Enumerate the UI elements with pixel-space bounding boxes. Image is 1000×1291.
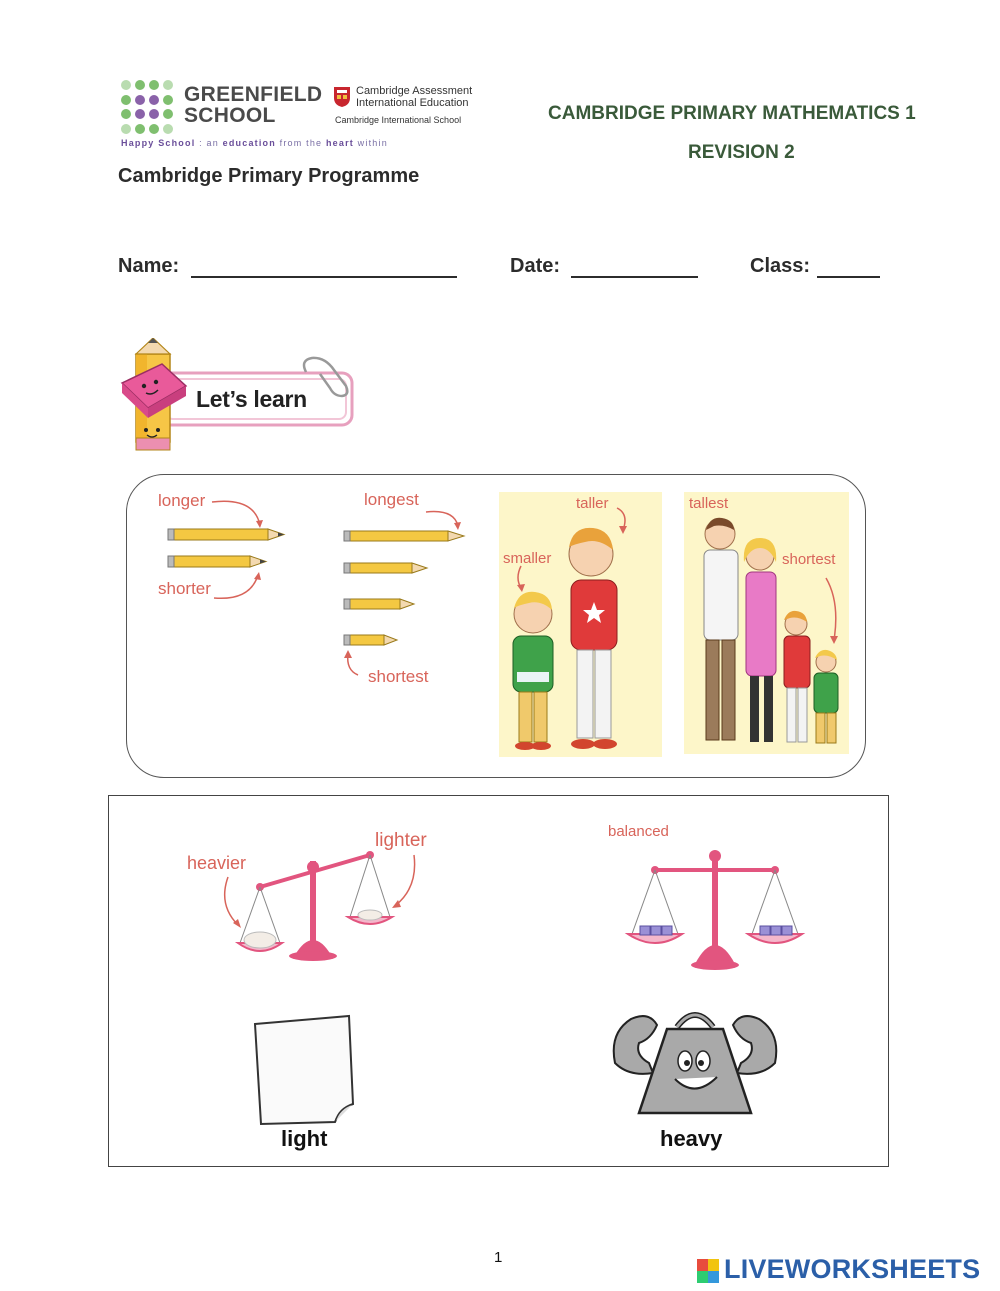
heavier-label: heavier	[187, 853, 247, 873]
two-children-illustration	[499, 492, 662, 757]
shortest-pencil-icon	[344, 635, 397, 645]
paper-sheet-icon	[245, 1012, 365, 1127]
shortest-pencil-label: shortest	[368, 667, 429, 686]
course-title: CAMBRIDGE PRIMARY MATHEMATICS 1	[548, 103, 916, 124]
shorter-pencil-icon	[168, 556, 266, 567]
short-pencil-icon	[344, 599, 414, 609]
name-field[interactable]	[191, 276, 457, 278]
tallest-label: tallest	[689, 495, 729, 512]
smaller-label: smaller	[503, 550, 552, 567]
lets-learn-label: Let’s learn	[196, 386, 307, 412]
four-pencils-illustration	[330, 510, 480, 680]
date-label: Date:	[510, 255, 561, 277]
programme-title: Cambridge Primary Programme	[118, 165, 420, 187]
shortest-family-label: shortest	[782, 551, 836, 568]
light-label: light	[281, 1126, 328, 1151]
balanced-label: balanced	[608, 823, 669, 840]
date-field[interactable]	[571, 276, 698, 278]
lighter-label: lighter	[375, 830, 427, 851]
cambridge-school-text: Cambridge International School	[335, 115, 462, 125]
school-tagline: Happy School : an education from the heart within	[121, 138, 388, 148]
shorter-label: shorter	[158, 579, 211, 598]
heavy-label: heavy	[660, 1126, 723, 1151]
mother-icon	[744, 538, 776, 742]
cambridge-assessment-text: Cambridge Assessment International Education	[356, 85, 473, 109]
smaller-child-icon	[513, 592, 553, 750]
name-label: Name:	[118, 255, 180, 277]
revision-title: REVISION 2	[688, 142, 795, 163]
class-field[interactable]	[817, 276, 880, 278]
cambridge-shield-icon	[333, 86, 351, 108]
family-illustration	[684, 492, 849, 754]
strong-weight-icon	[605, 1003, 785, 1123]
longer-pencil-icon	[168, 529, 284, 540]
longest-label: longest	[364, 490, 419, 509]
liveworksheets-logo-icon	[697, 1259, 719, 1283]
page-number: 1	[494, 1249, 503, 1266]
taller-child-icon	[569, 528, 617, 749]
balanced-scale-icon	[610, 840, 820, 975]
older-child-icon	[784, 611, 810, 742]
class-label: Class:	[750, 255, 811, 277]
taller-label: taller	[576, 495, 609, 512]
longer-label: longer	[158, 491, 206, 510]
father-icon	[704, 518, 738, 740]
school-logo-mark	[121, 80, 175, 134]
younger-child-icon	[814, 650, 838, 743]
medium-pencil-icon	[344, 563, 427, 573]
liveworksheets-brand[interactable]: LIVEWORKSHEETS	[724, 1254, 981, 1284]
school-name: GREENFIELD SCHOOL	[184, 83, 323, 127]
longest-pencil-icon	[344, 531, 464, 541]
